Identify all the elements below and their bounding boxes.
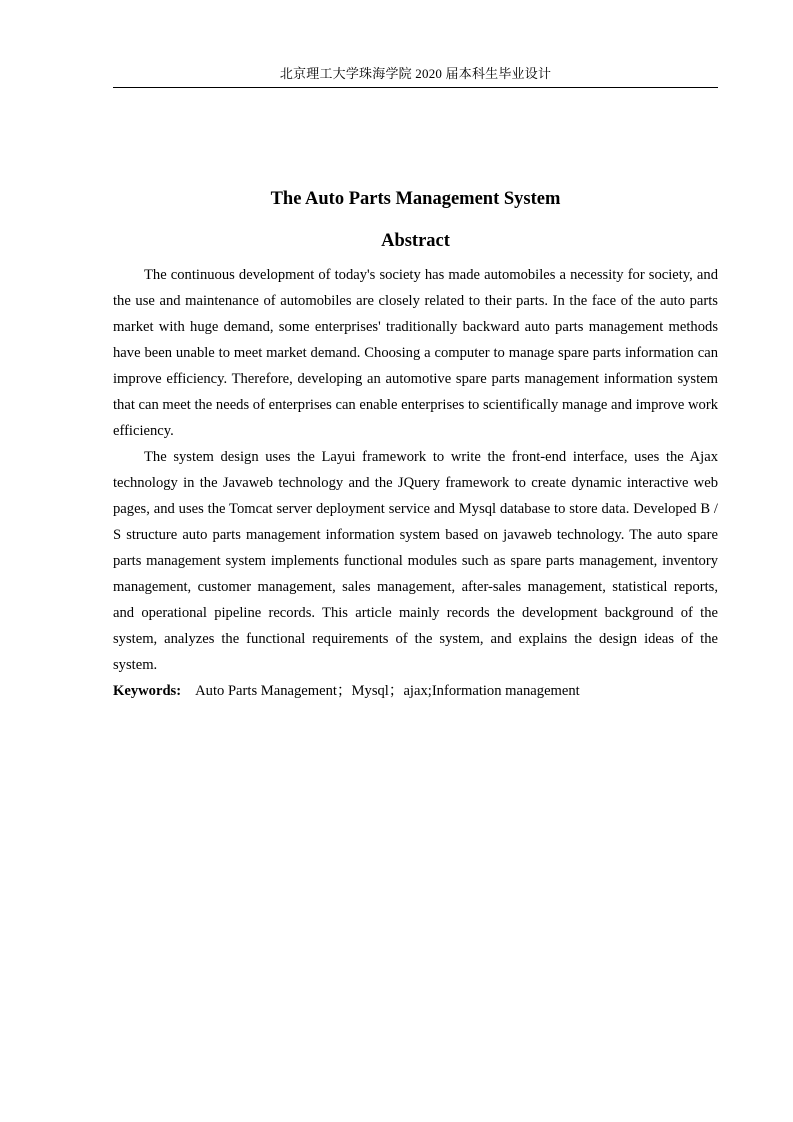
keywords-label: Keywords: [113,683,182,699]
abstract-paragraph: The continuous development of today's society has made automobiles a necessity for society, and the use and maintenance of automobiles are closely related to their parts. In the face of the auto parts market with huge demand, some enterprises' traditionally backward auto parts management methods have been unable to meet market demand. Choosing a computer to manage spare parts information can improve efficiency. Therefore, developing an automotive spare parts management information system that can meet the needs of enterprises can enable enterprises to scientifically manage and improve work efficiency. [113,267,718,439]
keywords-text: Auto Parts Management；Mysql；ajax;Information management [195,683,580,699]
abstract-body [113,262,718,704]
abstract-paragraph: The system design uses the Layui framework to write the front-end interface, uses the Ajax technology in the Javaweb technology and the JQuery framework to create dynamic interactive web pages, and uses the Tomcat server deployment service and Mysql database to store data. Developed B / S structure auto parts management information system based on javaweb technology. The auto spare parts management system implements functional modules such as spare parts management, inventory management, customer management, sales management, after-sales management, statistical reports, and operational pipeline records. This article mainly records the development background of the system, analyzes the functional requirements of the system, and explains the design ideas of the system. [113,449,718,673]
abstract-heading: Abstract [381,231,450,251]
running-header: 北京理工大学珠海学院 2020 届本科生毕业设计 [279,66,552,81]
header-rule [113,87,718,88]
document-title: The Auto Parts Management System [270,189,561,209]
keywords-line [113,678,718,704]
